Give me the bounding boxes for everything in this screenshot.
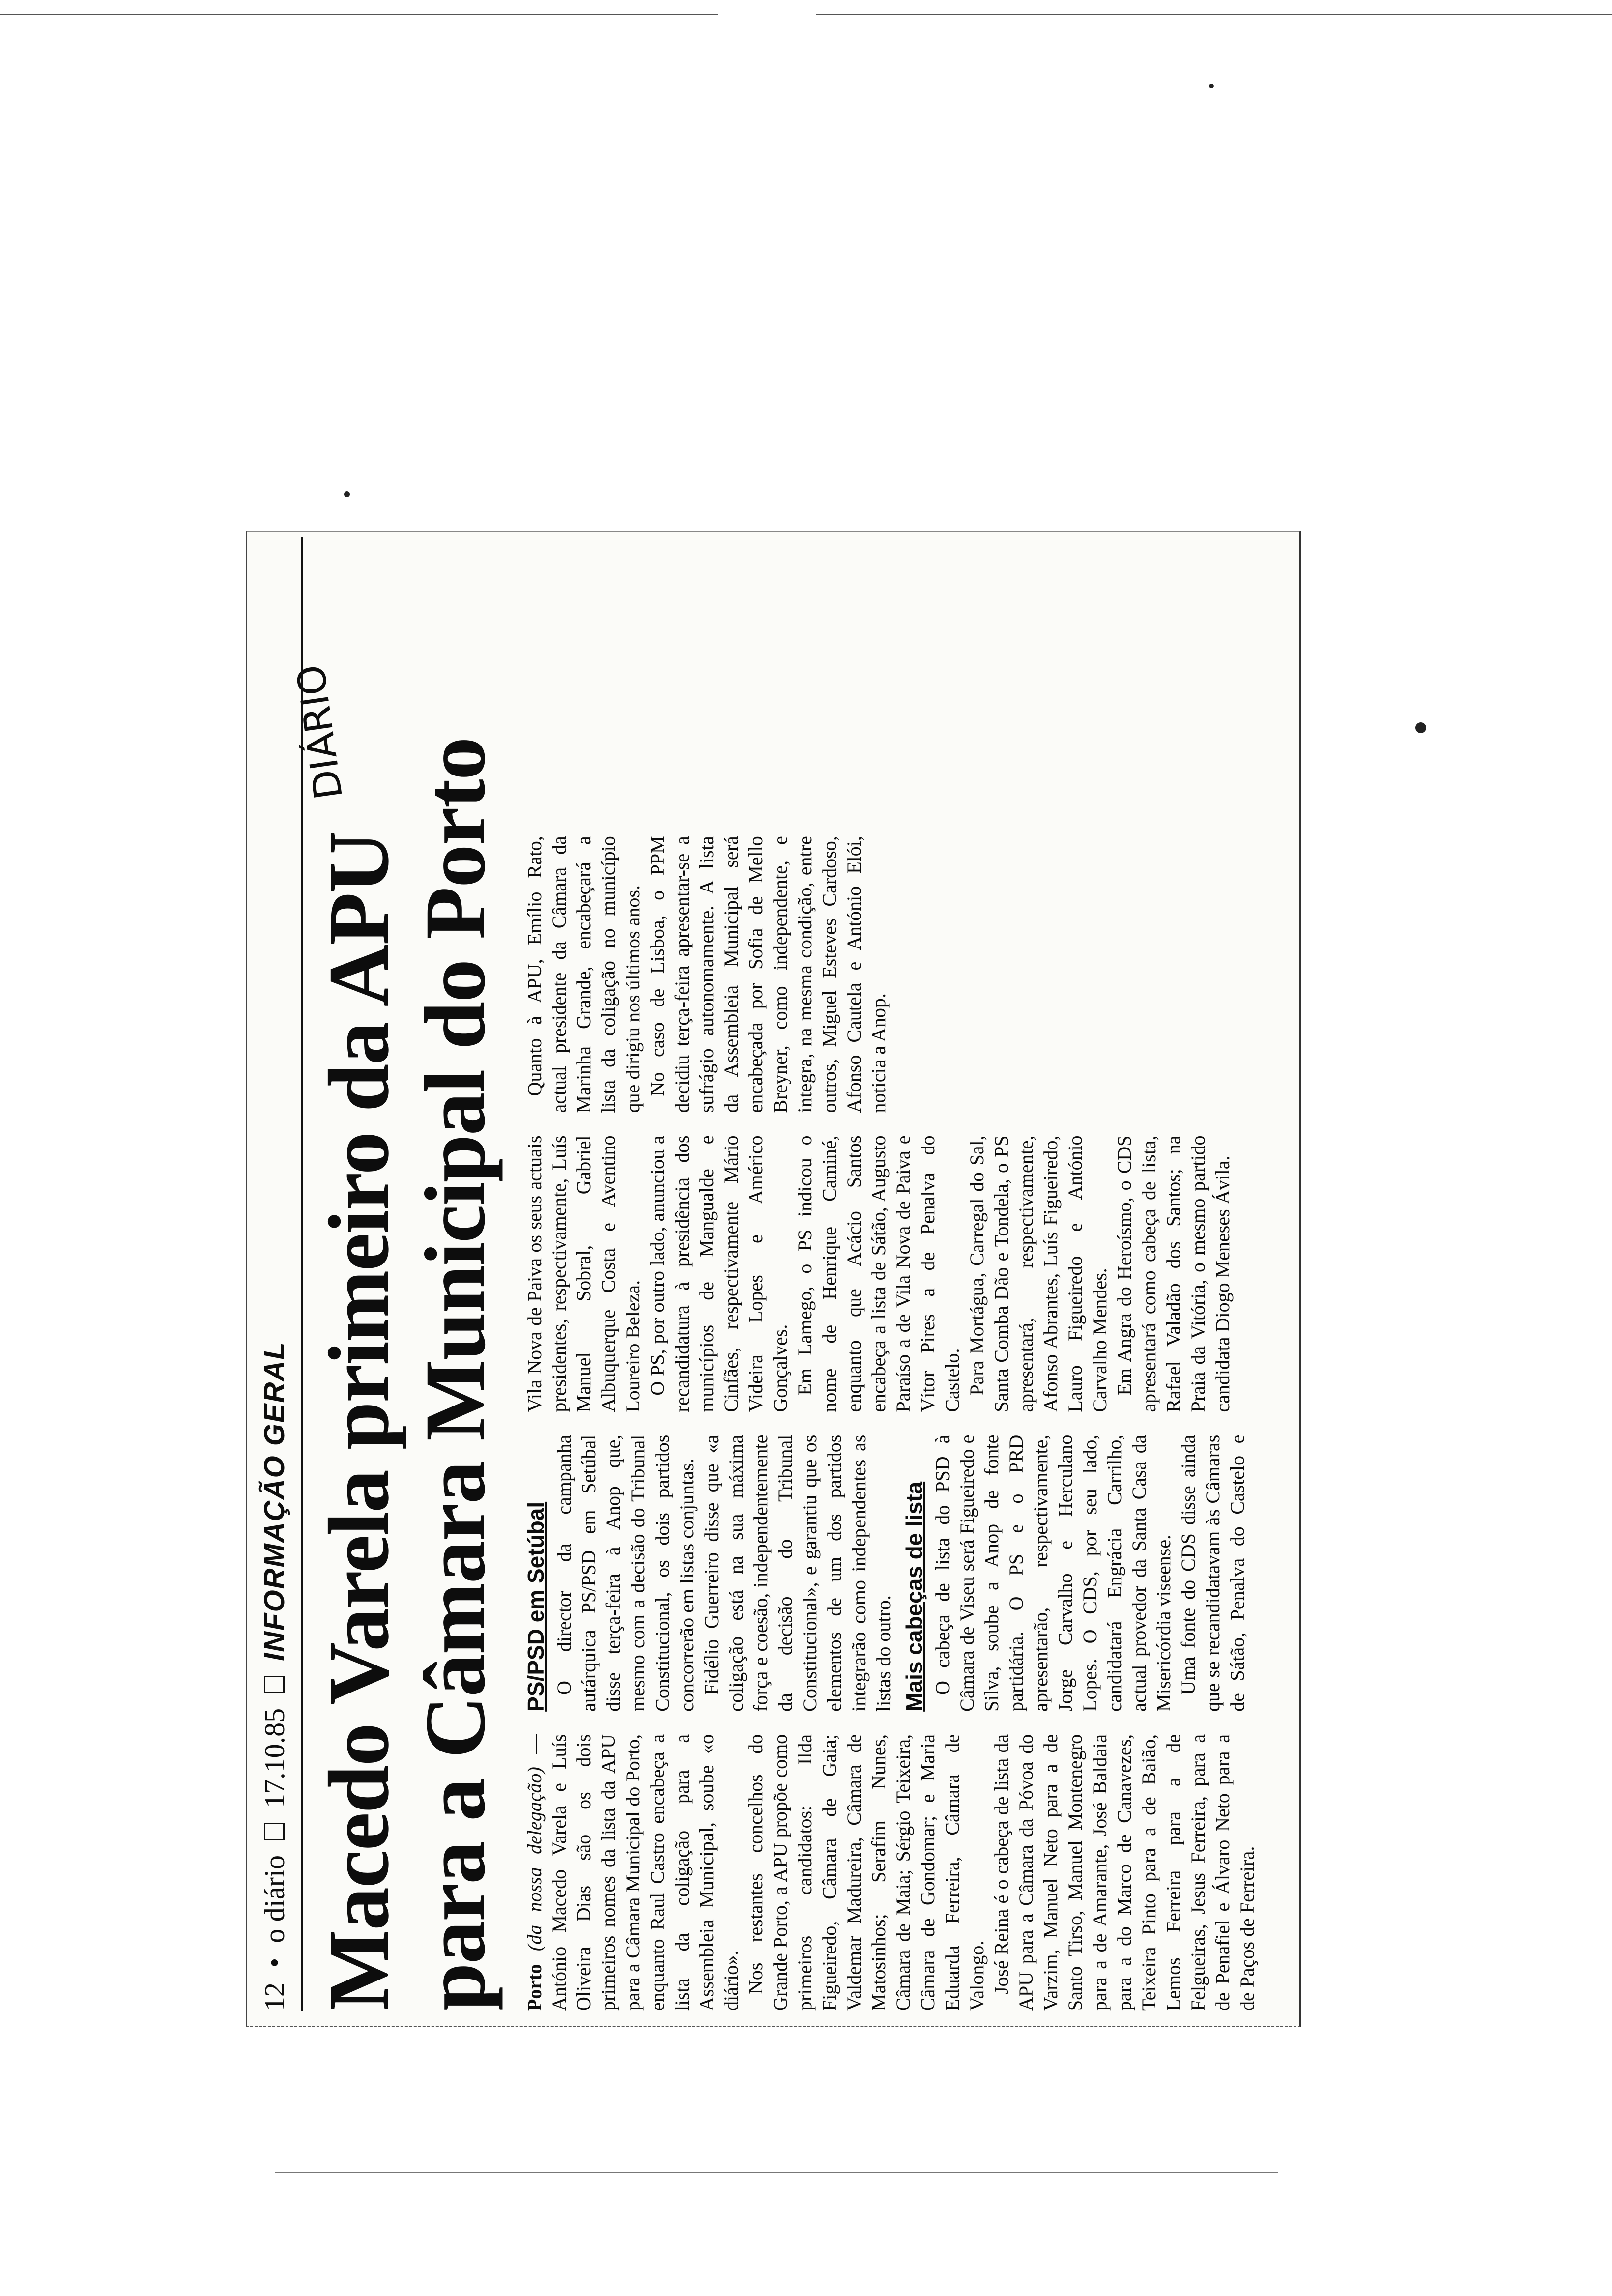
box-separator: [264, 1676, 285, 1693]
article-paragraph: Quanto à APU, Emílio Rato, actual presidente da Câmara da Marinha Grande, encabeçará a lista da coligação no município que dirigiu nos últimos anos.: [523, 836, 644, 1113]
scan-speck: [1209, 84, 1214, 88]
headline-line-2: para a Câmara Municipal do Porto: [407, 738, 503, 2011]
scan-top-line-left: [0, 14, 718, 15]
article-paragraph: Uma fonte do CDS disse ainda que se recandidatavam às Câmaras de Sátão, Penalva do Castelo e Vila Nova de Paiva os seus actuais presidentes, respectivamente, Luís Manuel Sobral, Gabriel Albuquerque Costa e Aventino Loureiro Beleza.: [523, 1135, 1248, 1712]
article-subhead: PS/PSD em Setúbal: [523, 1501, 548, 1712]
scan-bottom-line: [275, 2172, 1278, 2173]
article-paragraph: No caso de Lisboa, o PPM decidiu terça-feira apresentar-se a sufrágio autonomamente. A lista da Assembleia Municipal será encabeçada por Sofia de Mello Breyner, como independente, e integra, na mesma condição, entre outros, Miguel Esteves Cardoso, Afonso Cautela e António Elói, noticia a Anop.: [646, 836, 890, 1113]
article-body: [522, 537, 1260, 2011]
scan-speck: [1415, 722, 1426, 733]
article-paragraph: O cabeça de lista do PSD à Câmara de Viseu será Figueiredo e Silva, soube a Anop de fonte partidária. O PS e o PRD apresentarão, respectivamente, Jorge Carvalho e Herculano Lopes. O CDS, por seu lado, candidatará Engrácia Carrilho, actual provedor da Santa Casa da Misericórdia viseense.: [931, 1435, 1175, 1712]
article-paragraph: Em Angra do Heroísmo, o CDS apresentará como cabeça de lista, Rafael Valadão dos Santos; na Praia da Vitória, o mesmo partido candidata Diogo Meneses Ávila.: [1113, 1135, 1234, 1412]
newspaper-name: o diário: [258, 1855, 290, 1943]
newspaper-clipping: [246, 531, 1301, 2027]
article-rotated: [247, 537, 1269, 2011]
article-paragraph: Nos restantes concelhos do Grande Porto, a APU propõe como primeiros candidatos: Ilda Figueiredo, Câmara de Gaia; Valdemar Madureira, Câmara de Matosinhos; Serafim Nunes, Câmara de Maia; Sérgio Teixeira, Câmara de Gondomar; e Maria Eduarda Ferreira, Câmara de Valongo.: [745, 1734, 988, 2011]
headline-line-1: Macedo Varela primeiro da APU: [311, 832, 407, 2011]
box-separator: [264, 1823, 285, 1840]
paragraph-text: — António Macedo Varela e Luís Oliveira Dias são os dois primeiros nomes da lista da APU para a Câmara Municipal do Porto, enquanto Raul Castro encabeça a lista da coligação para a Assembleia Municipal, soube «o diário».: [523, 1734, 742, 2011]
handwritten-note: DIÁRIO: [288, 662, 352, 803]
article-paragraph: José Reina é o cabeça de lista da APU para a Câmara da Póvoa do Varzim, Manuel Neto para a de Santo Tirso, Manuel Montenegro para a de Amarante, José Baldaia para a do Marco de Canavezes, Teixeira Pinto para a de Baião, Lemos Ferreira para a de Felgueiras, Jesus Ferreira, para a de Penafiel e Álvaro Neto para a de Paços de Ferreira.: [990, 1734, 1258, 2011]
source-credit: (da nossa delegação): [523, 1767, 546, 1952]
scan-top-line-right: [816, 14, 1612, 15]
publication-date: 17.10.85: [258, 1708, 290, 1808]
article-paragraph: [522, 1734, 744, 2011]
page-number: 12: [258, 1982, 290, 2011]
article-paragraph: Para Mortágua, Carregal do Sal, Santa Comba Dão e Tondela, o PS apresentará, respectivamente, Afonso Abrantes, Luís Figueiredo, Lauro Figueiredo e António Carvalho Mendes.: [966, 1135, 1111, 1412]
running-header: [247, 537, 303, 2011]
dateline: Porto: [523, 1951, 546, 2011]
section-name: INFORMAÇÃO GERAL: [258, 1341, 290, 1661]
bullet-separator: •: [258, 1957, 290, 1968]
article-paragraph: Fidélio Guerreiro disse que «a coligação está na sua máxima força e coesão, independentemente da decisão do Tribunal Constitucional», e garantiu que os elementos de um dos partidos integrarão como independentes as listas do outro.: [700, 1435, 894, 1712]
article-paragraph: O PS, por outro lado, anunciou a recandidatura à presidência dos municípios de Mangualde e Cinfães, respectivamente Mário Videira Lopes e Américo Gonçalves.: [646, 1135, 791, 1412]
article-paragraph: O director da campanha autárquica PS/PSD em Setúbal disse terça-feira à Anop que, mesmo com a decisão do Tribunal Constitucional, os dois partidos concorrerão em listas conjuntas.: [553, 1435, 698, 1712]
article-subhead: Mais cabeças de lista: [901, 1481, 927, 1712]
article-paragraph: Em Lamego, o PS indicou o nome de Henrique Caminé, enquanto que Acácio Santos encabeça a lista de Sátão, Augusto Paraíso a de Vila Nova de Paiva e Vítor Pires a de Penalva do Castelo.: [794, 1135, 963, 1412]
scan-speck: [344, 491, 350, 497]
